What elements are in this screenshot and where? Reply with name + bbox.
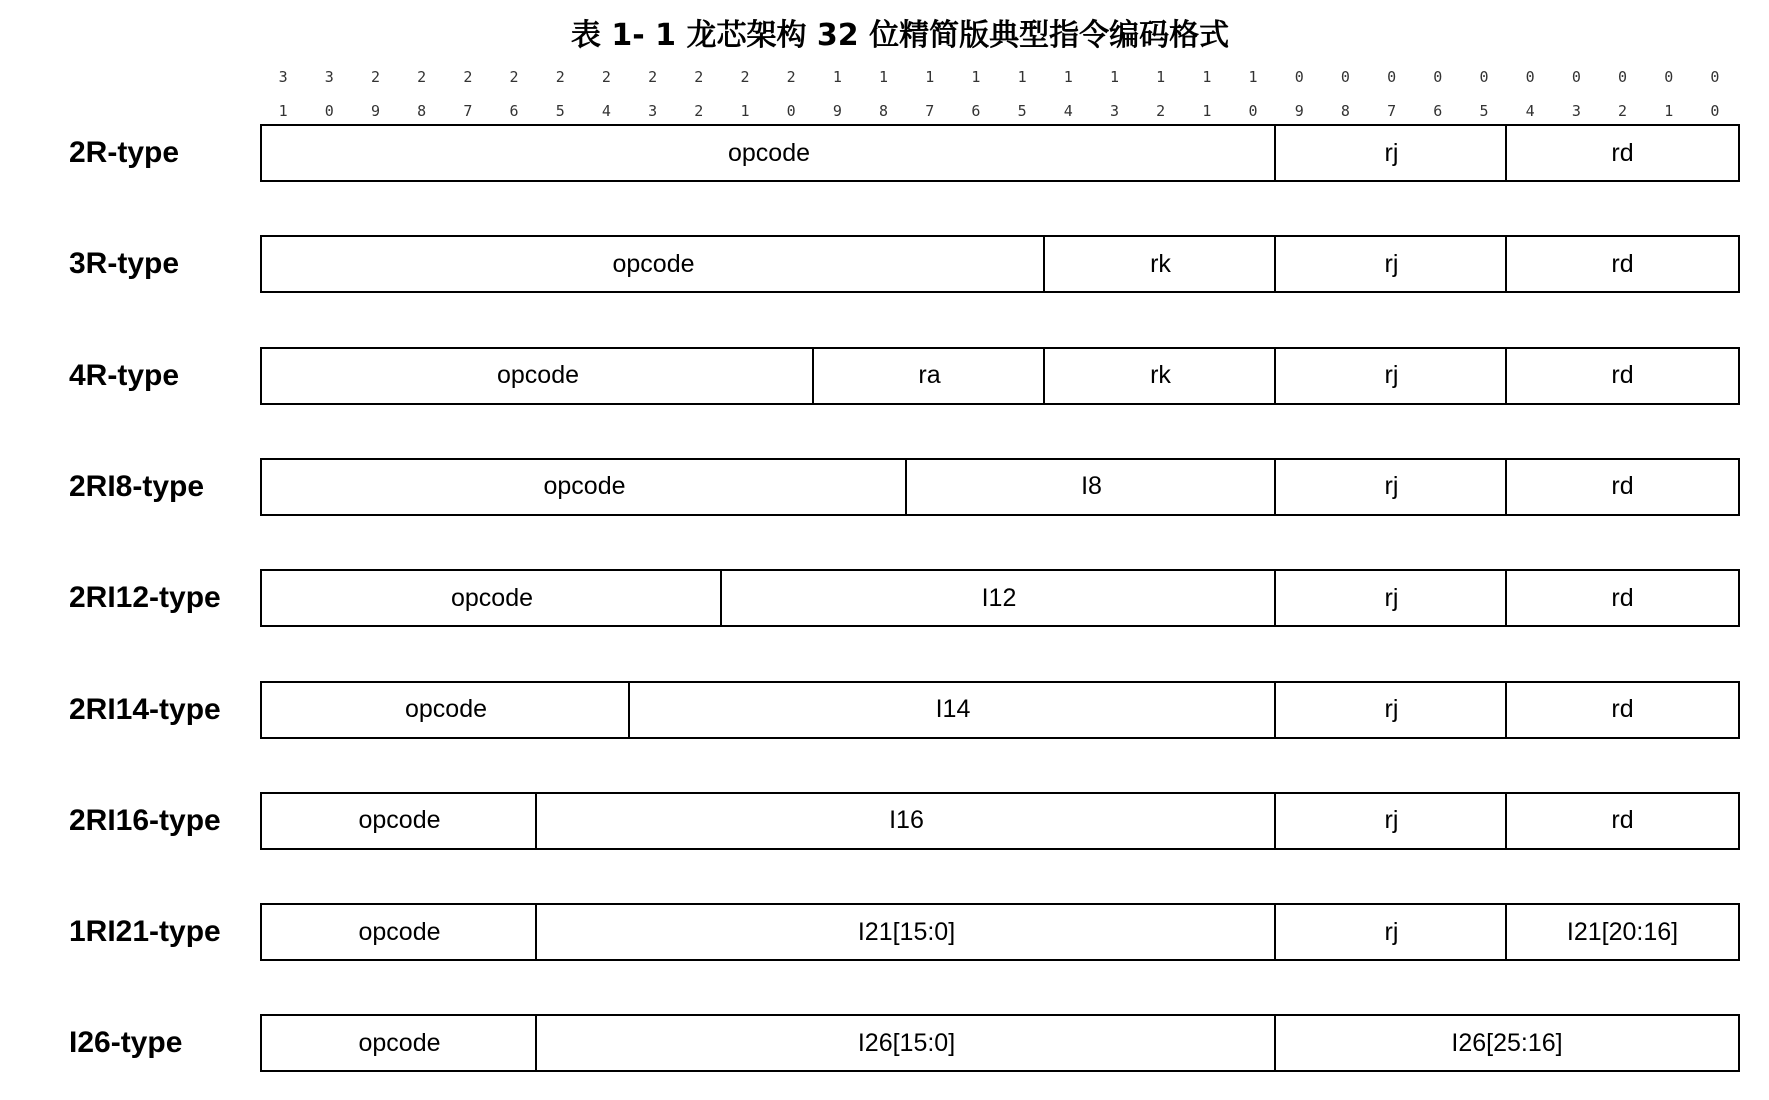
bit-index-units: 2 bbox=[1618, 102, 1628, 120]
format-name: 2RI14-type bbox=[69, 692, 221, 726]
encoding-row bbox=[260, 458, 1738, 516]
bit-index-tens: 2 bbox=[648, 68, 658, 86]
bit-index-units: 6 bbox=[1433, 102, 1443, 120]
encoding-field: rd bbox=[1505, 681, 1740, 739]
encoding-field: rj bbox=[1274, 347, 1509, 405]
bit-index-tens: 2 bbox=[463, 68, 473, 86]
bit-index-tens: 2 bbox=[555, 68, 565, 86]
bit-index-tens: 0 bbox=[1294, 68, 1304, 86]
bit-index-units: 8 bbox=[879, 102, 889, 120]
bit-index-units: 6 bbox=[509, 102, 519, 120]
encoding-field: rj bbox=[1274, 124, 1509, 182]
encoding-field: ra bbox=[812, 347, 1047, 405]
encoding-field: rd bbox=[1505, 235, 1740, 293]
encoding-row bbox=[260, 1014, 1738, 1072]
bit-index-units: 2 bbox=[694, 102, 704, 120]
bit-index-units: 1 bbox=[740, 102, 750, 120]
bit-index-tens: 0 bbox=[1525, 68, 1535, 86]
bit-index-tens: 2 bbox=[786, 68, 796, 86]
encoding-field: rd bbox=[1505, 792, 1740, 850]
bit-index-tens: 0 bbox=[1664, 68, 1674, 86]
encoding-field: rj bbox=[1274, 458, 1509, 516]
format-name: 4R-type bbox=[69, 358, 180, 392]
format-name: 1RI21-type bbox=[69, 915, 221, 949]
bit-index-tens: 1 bbox=[1156, 68, 1166, 86]
bit-index-tens: 1 bbox=[1248, 68, 1258, 86]
bit-index-tens: 1 bbox=[1063, 68, 1073, 86]
encoding-row bbox=[260, 903, 1738, 961]
format-name: 2RI12-type bbox=[69, 581, 221, 615]
bit-index-tens: 1 bbox=[925, 68, 935, 86]
bit-index-tens: 3 bbox=[278, 68, 288, 86]
bit-index-tens: 1 bbox=[1109, 68, 1119, 86]
bit-index-units: 4 bbox=[1525, 102, 1535, 120]
bit-index-units: 8 bbox=[417, 102, 427, 120]
bit-index-tens: 2 bbox=[740, 68, 750, 86]
encoding-field: I12 bbox=[720, 569, 1278, 627]
encoding-field: opcode bbox=[260, 1014, 539, 1072]
encoding-row bbox=[260, 347, 1738, 405]
encoding-field: I8 bbox=[905, 458, 1278, 516]
bit-index-tens: 0 bbox=[1433, 68, 1443, 86]
bit-index-tens: 2 bbox=[601, 68, 611, 86]
encoding-field: opcode bbox=[260, 458, 909, 516]
bit-index-units: 5 bbox=[555, 102, 565, 120]
encoding-field: I26[25:16] bbox=[1274, 1014, 1740, 1072]
encoding-field: I21[20:16] bbox=[1505, 903, 1740, 961]
encoding-field: rk bbox=[1043, 347, 1278, 405]
encoding-field: opcode bbox=[260, 347, 816, 405]
format-name: 2RI8-type bbox=[69, 469, 205, 503]
encoding-field: rj bbox=[1274, 569, 1509, 627]
encoding-field: I16 bbox=[535, 792, 1278, 850]
bit-index-tens: 1 bbox=[1017, 68, 1027, 86]
encoding-row bbox=[260, 124, 1738, 182]
bit-index-tens: 2 bbox=[509, 68, 519, 86]
encoding-field: opcode bbox=[260, 903, 539, 961]
bit-index-units: 4 bbox=[601, 102, 611, 120]
encoding-field: I21[15:0] bbox=[535, 903, 1278, 961]
bit-index-units: 3 bbox=[1109, 102, 1119, 120]
encoding-field: opcode bbox=[260, 124, 1278, 182]
bit-index-tens: 2 bbox=[417, 68, 427, 86]
encoding-field: rd bbox=[1505, 569, 1740, 627]
encoding-field: rj bbox=[1274, 235, 1509, 293]
bit-index-tens: 0 bbox=[1618, 68, 1628, 86]
bit-index-tens: 1 bbox=[879, 68, 889, 86]
bit-index-units: 4 bbox=[1063, 102, 1073, 120]
encoding-field: I26[15:0] bbox=[535, 1014, 1278, 1072]
bit-index-tens: 1 bbox=[1202, 68, 1212, 86]
bit-index-units: 0 bbox=[1248, 102, 1258, 120]
bit-index-ruler bbox=[260, 66, 1738, 126]
encoding-row bbox=[260, 792, 1738, 850]
bit-index-units: 1 bbox=[278, 102, 288, 120]
bit-index-units: 9 bbox=[370, 102, 380, 120]
encoding-row bbox=[260, 235, 1738, 293]
encoding-field: rd bbox=[1505, 124, 1740, 182]
encoding-field: rd bbox=[1505, 458, 1740, 516]
bit-index-units: 7 bbox=[1387, 102, 1397, 120]
encoding-field: I14 bbox=[628, 681, 1278, 739]
bit-index-units: 2 bbox=[1156, 102, 1166, 120]
format-name: 2R-type bbox=[69, 136, 180, 169]
bit-index-tens: 0 bbox=[1340, 68, 1350, 86]
encoding-field: rd bbox=[1505, 347, 1740, 405]
encoding-field: opcode bbox=[260, 569, 724, 627]
bit-index-units: 9 bbox=[1294, 102, 1304, 120]
format-name: 2RI16-type bbox=[69, 803, 221, 837]
bit-index-units: 1 bbox=[1202, 102, 1212, 120]
bit-index-units: 3 bbox=[648, 102, 658, 120]
table-title: 表 1- 1 龙芯架构 32 位精简版典型指令编码格式 bbox=[570, 18, 1230, 53]
encoding-field: rj bbox=[1274, 792, 1509, 850]
bit-index-units: 7 bbox=[925, 102, 935, 120]
bit-index-tens: 3 bbox=[324, 68, 334, 86]
encoding-row bbox=[260, 681, 1738, 739]
encoding-field: rj bbox=[1274, 903, 1509, 961]
bit-index-units: 7 bbox=[463, 102, 473, 120]
bit-index-units: 9 bbox=[832, 102, 842, 120]
bit-index-units: 0 bbox=[786, 102, 796, 120]
format-name: I26-type bbox=[69, 1026, 183, 1060]
bit-index-units: 0 bbox=[1710, 102, 1720, 120]
encoding-field: rk bbox=[1043, 235, 1278, 293]
bit-index-tens: 1 bbox=[971, 68, 981, 86]
format-name: 3R-type bbox=[69, 247, 180, 281]
bit-index-units: 5 bbox=[1479, 102, 1489, 120]
encoding-row bbox=[260, 569, 1738, 627]
encoding-field: rj bbox=[1274, 681, 1509, 739]
bit-index-units: 8 bbox=[1340, 102, 1350, 120]
bit-index-tens: 2 bbox=[370, 68, 380, 86]
bit-index-units: 1 bbox=[1664, 102, 1674, 120]
bit-index-units: 3 bbox=[1571, 102, 1581, 120]
encoding-field: opcode bbox=[260, 681, 632, 739]
bit-index-units: 5 bbox=[1017, 102, 1027, 120]
bit-index-tens: 2 bbox=[694, 68, 704, 86]
bit-index-tens: 0 bbox=[1387, 68, 1397, 86]
bit-index-tens: 0 bbox=[1571, 68, 1581, 86]
bit-index-tens: 1 bbox=[832, 68, 842, 86]
bit-index-units: 0 bbox=[324, 102, 334, 120]
bit-index-tens: 0 bbox=[1710, 68, 1720, 86]
bit-index-tens: 0 bbox=[1479, 68, 1489, 86]
bit-index-units: 6 bbox=[971, 102, 981, 120]
encoding-field: opcode bbox=[260, 792, 539, 850]
encoding-field: opcode bbox=[260, 235, 1047, 293]
